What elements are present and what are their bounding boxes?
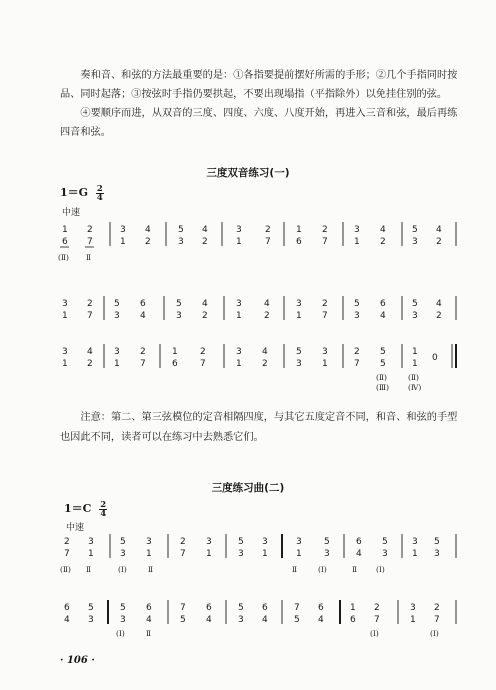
- exercise-2-title: 三度练习曲(二): [211, 482, 285, 494]
- time-signature: [99, 501, 107, 518]
- svg-text:1: 1: [62, 225, 68, 235]
- time-denominator: 4: [96, 192, 103, 203]
- svg-text:(Ⅰ): (Ⅰ): [118, 565, 127, 574]
- svg-text:7: 7: [434, 615, 440, 625]
- svg-text:1: 1: [62, 311, 68, 321]
- svg-text:2: 2: [64, 537, 70, 547]
- svg-text:6: 6: [140, 299, 146, 309]
- svg-text:(Ⅰ): (Ⅰ): [370, 629, 379, 638]
- svg-text:2: 2: [87, 225, 93, 235]
- svg-text:5: 5: [120, 537, 126, 547]
- svg-text:6: 6: [262, 603, 268, 613]
- svg-text:4: 4: [264, 299, 270, 309]
- svg-text:0: 0: [432, 353, 438, 363]
- svg-text:4: 4: [145, 225, 151, 235]
- svg-text:1: 1: [172, 347, 178, 357]
- svg-text:6: 6: [350, 615, 356, 625]
- svg-text:6: 6: [296, 237, 302, 247]
- svg-text:5: 5: [296, 347, 302, 357]
- svg-text:3: 3: [296, 299, 302, 309]
- svg-text:3: 3: [324, 549, 330, 559]
- key-label: 1＝G: [60, 186, 89, 199]
- svg-text:3: 3: [382, 549, 388, 559]
- svg-text:2: 2: [262, 359, 268, 369]
- time-numerator: 2: [100, 499, 107, 510]
- svg-text:5: 5: [178, 225, 184, 235]
- svg-text:2: 2: [322, 299, 328, 309]
- svg-text:2: 2: [264, 311, 270, 321]
- svg-text:3: 3: [120, 615, 126, 625]
- svg-text:4: 4: [146, 615, 152, 625]
- svg-text:4: 4: [202, 225, 208, 235]
- svg-text:(Ⅰ): (Ⅰ): [318, 565, 327, 574]
- svg-text:3: 3: [410, 603, 416, 613]
- svg-text:(Ⅰ): (Ⅰ): [430, 629, 439, 638]
- svg-text:5: 5: [434, 537, 440, 547]
- svg-text:2: 2: [87, 299, 93, 309]
- svg-text:6: 6: [356, 537, 362, 547]
- svg-text:6: 6: [318, 603, 324, 613]
- svg-text:5: 5: [88, 603, 94, 613]
- svg-text:(Ⅱ): (Ⅱ): [58, 253, 69, 262]
- svg-text:3: 3: [412, 311, 418, 321]
- svg-text:5: 5: [294, 615, 300, 625]
- svg-text:3: 3: [62, 299, 68, 309]
- svg-text:3: 3: [176, 311, 182, 321]
- svg-text:6: 6: [206, 603, 212, 613]
- svg-text:2: 2: [140, 347, 146, 357]
- svg-text:(Ⅱ): (Ⅱ): [376, 373, 387, 382]
- svg-text:4: 4: [262, 615, 268, 625]
- svg-text:5: 5: [180, 615, 186, 625]
- svg-text:3: 3: [354, 311, 360, 321]
- svg-text:7: 7: [140, 359, 146, 369]
- score-row-1-svg: [0, 218, 496, 278]
- svg-text:3: 3: [322, 347, 328, 357]
- svg-text:2: 2: [434, 603, 440, 613]
- svg-text:1: 1: [62, 359, 68, 369]
- svg-text:(Ⅰ): (Ⅰ): [376, 565, 385, 574]
- svg-text:4: 4: [64, 615, 70, 625]
- svg-text:2: 2: [202, 237, 208, 247]
- svg-text:(Ⅲ): (Ⅲ): [376, 383, 390, 392]
- score-row-1: [0, 218, 496, 278]
- svg-text:1: 1: [410, 615, 416, 625]
- svg-text:6: 6: [380, 299, 386, 309]
- svg-text:6: 6: [146, 603, 152, 613]
- exercise-1-title: 三度双音练习(一): [206, 167, 290, 179]
- svg-text:5: 5: [380, 347, 386, 357]
- svg-text:(Ⅱ): (Ⅱ): [408, 373, 419, 382]
- svg-text:Ⅱ: Ⅱ: [86, 565, 92, 574]
- svg-text:2: 2: [265, 225, 271, 235]
- svg-text:3: 3: [178, 237, 184, 247]
- svg-text:1: 1: [262, 549, 268, 559]
- svg-text:3: 3: [434, 549, 440, 559]
- svg-text:1: 1: [412, 347, 418, 357]
- svg-text:5: 5: [114, 299, 120, 309]
- svg-text:2: 2: [87, 359, 93, 369]
- svg-text:4: 4: [436, 299, 442, 309]
- svg-text:2: 2: [354, 347, 360, 357]
- svg-text:5: 5: [412, 299, 418, 309]
- svg-text:2: 2: [200, 347, 206, 357]
- staff-notes: [58, 222, 456, 262]
- exercise-2-key-signature: [64, 500, 107, 518]
- svg-text:5: 5: [238, 603, 244, 613]
- svg-text:7: 7: [180, 549, 186, 559]
- svg-text:5: 5: [354, 299, 360, 309]
- staff-notes: [62, 296, 456, 321]
- svg-text:(Ⅳ): (Ⅳ): [408, 383, 422, 392]
- svg-text:1: 1: [120, 237, 126, 247]
- svg-text:4: 4: [202, 299, 208, 309]
- svg-text:3: 3: [62, 347, 68, 357]
- svg-text:4: 4: [140, 311, 146, 321]
- svg-text:4: 4: [87, 347, 93, 357]
- svg-text:7: 7: [294, 603, 300, 613]
- score-row-4: [0, 530, 496, 590]
- note-paragraph: 注意：第二、第三弦模位的定音相隔四度，与其它五度定音不同，和音、和弦的手型也因此不同，读者可以在练习中去熟悉它们。: [60, 412, 458, 443]
- svg-text:3: 3: [88, 537, 94, 547]
- svg-text:4: 4: [356, 549, 362, 559]
- staff-notes: [60, 534, 456, 574]
- svg-text:2: 2: [436, 237, 442, 247]
- score-row-3-svg: [0, 340, 496, 400]
- svg-text:3: 3: [114, 347, 120, 357]
- svg-text:3: 3: [238, 615, 244, 625]
- svg-text:2: 2: [145, 237, 151, 247]
- svg-text:4: 4: [380, 311, 386, 321]
- svg-text:2: 2: [322, 225, 328, 235]
- svg-text:(Ⅰ): (Ⅰ): [116, 629, 125, 638]
- svg-text:6: 6: [62, 237, 68, 247]
- svg-text:3: 3: [236, 347, 242, 357]
- svg-text:3: 3: [146, 537, 152, 547]
- svg-text:1: 1: [236, 359, 242, 369]
- svg-text:4: 4: [262, 347, 268, 357]
- svg-text:1: 1: [296, 549, 302, 559]
- svg-text:3: 3: [114, 311, 120, 321]
- key-label: 1＝C: [64, 502, 92, 515]
- svg-text:6: 6: [64, 603, 70, 613]
- score-row-5: [0, 596, 496, 656]
- svg-text:2: 2: [436, 311, 442, 321]
- svg-text:1: 1: [146, 549, 152, 559]
- exercise-1-tempo: 中速: [62, 208, 81, 218]
- svg-text:7: 7: [354, 359, 360, 369]
- svg-text:3: 3: [296, 359, 302, 369]
- svg-text:1: 1: [236, 311, 242, 321]
- intro-paragraph-2: ④要顺序而进，从双音的三度、四度、六度、八度开始，再进入三音和弦，最后再练四音和弦。: [60, 108, 458, 138]
- svg-text:1: 1: [412, 549, 418, 559]
- svg-text:5: 5: [120, 603, 126, 613]
- page-number: · 106 ·: [60, 655, 95, 666]
- score-row-3: [0, 340, 496, 400]
- svg-text:5: 5: [238, 537, 244, 547]
- svg-text:1: 1: [350, 603, 356, 613]
- svg-text:1: 1: [296, 311, 302, 321]
- svg-text:1: 1: [412, 359, 418, 369]
- svg-text:3: 3: [238, 549, 244, 559]
- exercise-1-key-signature: [60, 184, 104, 202]
- time-numerator: 2: [96, 183, 103, 194]
- svg-text:1: 1: [322, 359, 328, 369]
- svg-text:4: 4: [436, 225, 442, 235]
- svg-text:7: 7: [87, 237, 93, 247]
- svg-text:5: 5: [324, 537, 330, 547]
- svg-text:5: 5: [382, 537, 388, 547]
- svg-text:1: 1: [236, 237, 242, 247]
- svg-text:7: 7: [180, 603, 186, 613]
- svg-text:3: 3: [120, 549, 126, 559]
- score-row-5-svg: [0, 596, 496, 656]
- exercise-2-tempo: 中速: [66, 523, 85, 533]
- svg-text:1: 1: [354, 237, 360, 247]
- svg-text:Ⅱ: Ⅱ: [148, 565, 154, 574]
- svg-text:3: 3: [120, 225, 126, 235]
- svg-text:Ⅱ: Ⅱ: [352, 565, 358, 574]
- svg-text:3: 3: [412, 237, 418, 247]
- svg-text:4: 4: [380, 225, 386, 235]
- svg-text:1: 1: [206, 549, 212, 559]
- svg-text:7: 7: [374, 615, 380, 625]
- svg-text:2: 2: [180, 537, 186, 547]
- svg-text:3: 3: [296, 537, 302, 547]
- svg-text:5: 5: [176, 299, 182, 309]
- svg-text:3: 3: [236, 299, 242, 309]
- svg-text:7: 7: [265, 237, 271, 247]
- svg-text:3: 3: [412, 537, 418, 547]
- svg-text:3: 3: [262, 537, 268, 547]
- svg-text:5: 5: [380, 359, 386, 369]
- svg-text:7: 7: [322, 311, 328, 321]
- time-signature: [96, 185, 104, 202]
- svg-text:7: 7: [87, 311, 93, 321]
- svg-text:1: 1: [114, 359, 120, 369]
- svg-text:7: 7: [64, 549, 70, 559]
- staff-notes: [62, 344, 456, 392]
- svg-text:2: 2: [202, 311, 208, 321]
- svg-text:Ⅱ: Ⅱ: [86, 253, 92, 262]
- time-denominator: 4: [100, 508, 107, 519]
- svg-text:7: 7: [322, 237, 328, 247]
- svg-text:1: 1: [88, 549, 94, 559]
- score-row-4-svg: [0, 530, 496, 590]
- svg-text:3: 3: [206, 537, 212, 547]
- intro-paragraph-1: 奏和音、和弦的方法最重要的是：①各指要提前摆好所需的手形；②几个手指同时按品、同时起落；③按弦时手指仍要拱起，不要出现塌指（平指除外）以免挂住别的弦。: [60, 70, 458, 100]
- svg-text:2: 2: [374, 603, 380, 613]
- svg-text:(Ⅱ): (Ⅱ): [60, 565, 71, 574]
- svg-text:Ⅱ: Ⅱ: [292, 565, 298, 574]
- svg-text:Ⅱ: Ⅱ: [146, 629, 152, 638]
- svg-text:6: 6: [172, 359, 178, 369]
- staff-notes: [64, 600, 456, 638]
- svg-text:3: 3: [354, 225, 360, 235]
- svg-text:3: 3: [236, 225, 242, 235]
- svg-text:3: 3: [88, 615, 94, 625]
- svg-text:4: 4: [206, 615, 212, 625]
- svg-text:7: 7: [200, 359, 206, 369]
- svg-text:4: 4: [318, 615, 324, 625]
- svg-text:1: 1: [296, 225, 302, 235]
- svg-text:5: 5: [412, 225, 418, 235]
- svg-text:2: 2: [380, 237, 386, 247]
